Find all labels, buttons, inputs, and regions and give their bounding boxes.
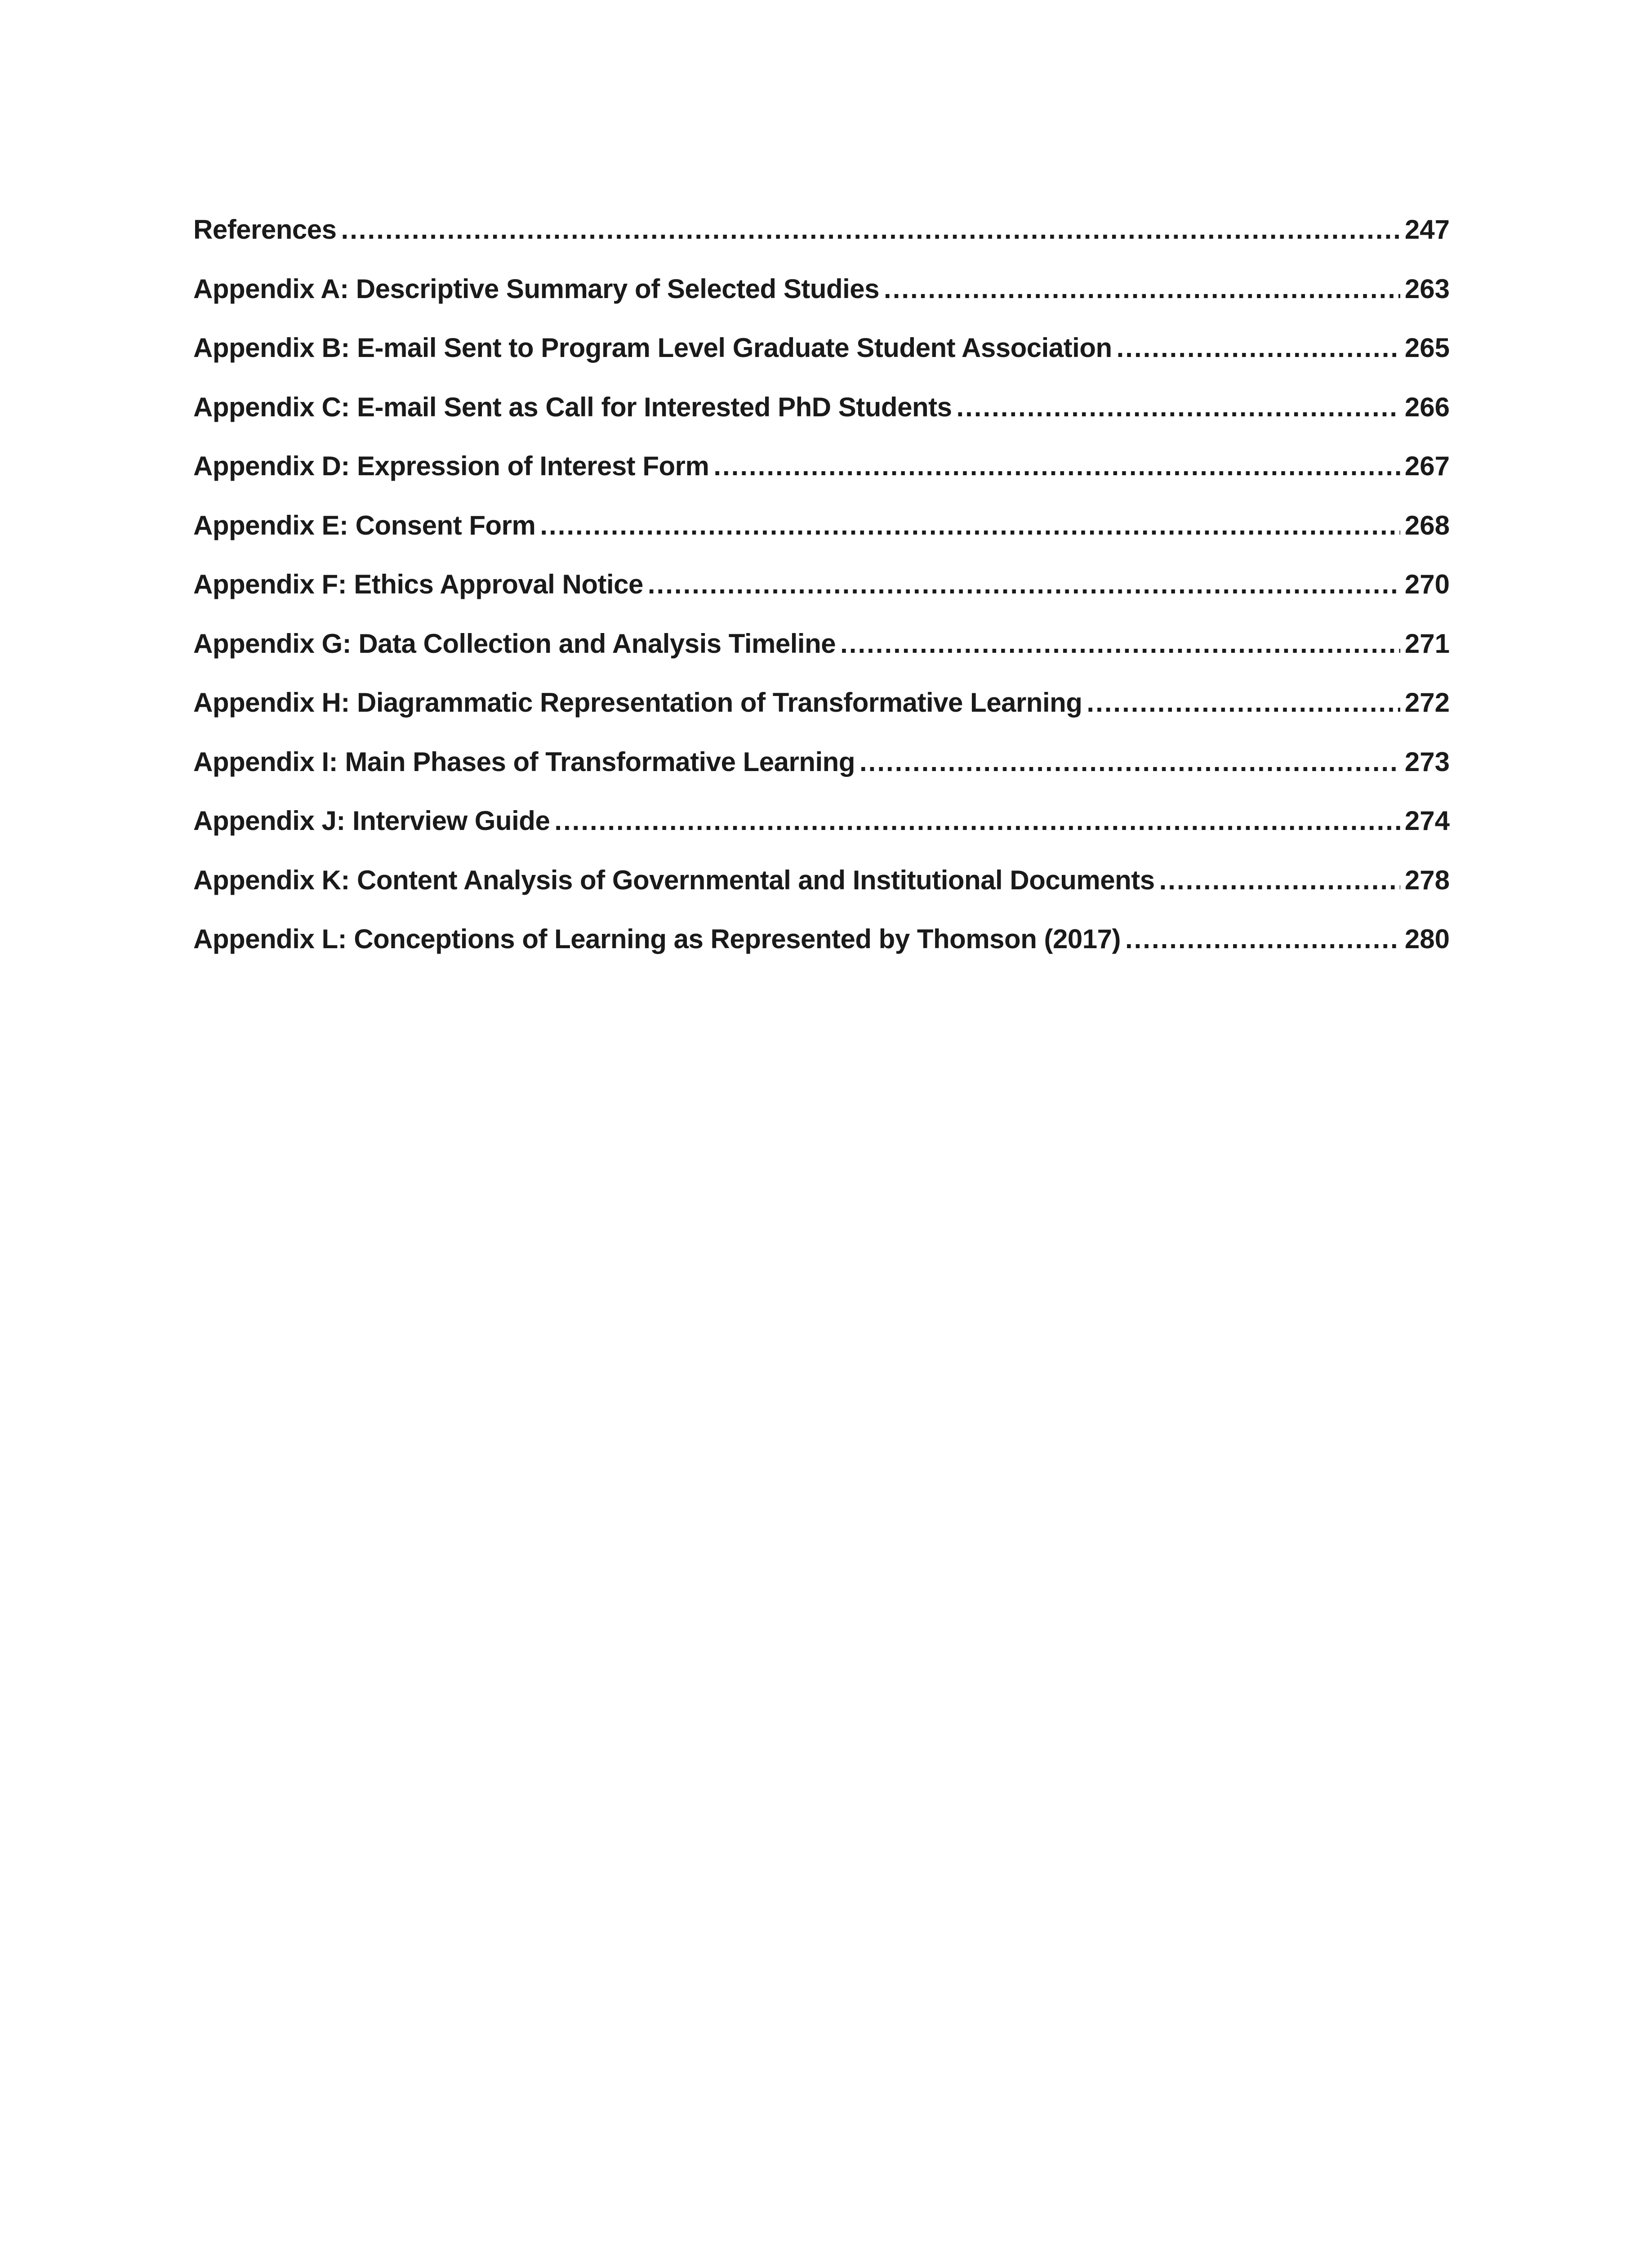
toc-entry-references[interactable] (193, 200, 1450, 259)
toc-dot-leader (1086, 673, 1400, 732)
toc-entry-page-number: 273 (1404, 746, 1450, 777)
toc-entry-appendix-e[interactable] (193, 496, 1450, 555)
toc-entry-title: Appendix C: E-mail Sent as Call for Interested PhD Students (193, 392, 952, 422)
toc-dot-leader (1117, 318, 1400, 378)
toc-dot-leader (1159, 851, 1400, 910)
toc-entry-appendix-f[interactable] (193, 555, 1450, 614)
toc-entry-page-number: 271 (1404, 628, 1450, 659)
toc-entry-title: Appendix G: Data Collection and Analysis Timeline (193, 628, 836, 659)
toc-entry-title: Appendix I: Main Phases of Transformative Learning (193, 746, 855, 777)
toc-dot-leader (1125, 910, 1400, 969)
toc-entry-page-number: 272 (1404, 687, 1450, 718)
toc-entry-appendix-a[interactable] (193, 259, 1450, 319)
toc-entry-appendix-g[interactable] (193, 614, 1450, 674)
toc-entry-page-number: 265 (1404, 333, 1450, 363)
toc-dot-leader (956, 378, 1400, 437)
toc-entry-title: Appendix E: Consent Form (193, 510, 536, 540)
toc-entry-page-number: 278 (1404, 865, 1450, 895)
toc-dot-leader (713, 437, 1400, 496)
toc-entry-title: References (193, 214, 337, 245)
toc-entry-title: Appendix H: Diagrammatic Representation of Transformative Learning (193, 687, 1082, 718)
toc-entry-page-number: 247 (1404, 214, 1450, 245)
table-of-contents (193, 200, 1450, 969)
toc-dot-leader (840, 614, 1400, 674)
toc-entry-title: Appendix F: Ethics Approval Notice (193, 569, 643, 599)
toc-entry-appendix-d[interactable] (193, 437, 1450, 496)
toc-dot-leader (648, 555, 1400, 614)
toc-entry-appendix-j[interactable] (193, 791, 1450, 851)
toc-dot-leader (884, 259, 1400, 319)
toc-entry-page-number: 268 (1404, 510, 1450, 540)
toc-dot-leader (554, 791, 1400, 851)
toc-entry-title: Appendix J: Interview Guide (193, 806, 550, 836)
toc-dot-leader (341, 200, 1400, 259)
toc-entry-title: Appendix D: Expression of Interest Form (193, 451, 709, 481)
toc-entry-title: Appendix L: Conceptions of Learning as Represented by Thomson (2017) (193, 924, 1121, 954)
toc-entry-page-number: 266 (1404, 392, 1450, 422)
toc-entry-appendix-k[interactable] (193, 851, 1450, 910)
toc-entry-title: Appendix K: Content Analysis of Governmental and Institutional Documents (193, 865, 1155, 895)
toc-entry-appendix-i[interactable] (193, 732, 1450, 792)
toc-entry-appendix-h[interactable] (193, 673, 1450, 732)
toc-entry-title: Appendix A: Descriptive Summary of Selected Studies (193, 273, 880, 304)
toc-entry-appendix-l[interactable] (193, 910, 1450, 969)
toc-entry-page-number: 270 (1404, 569, 1450, 599)
toc-entry-page-number: 263 (1404, 273, 1450, 304)
toc-entry-appendix-c[interactable] (193, 378, 1450, 437)
toc-entry-page-number: 280 (1404, 924, 1450, 954)
toc-entry-page-number: 274 (1404, 806, 1450, 836)
toc-entry-appendix-b[interactable] (193, 318, 1450, 378)
toc-entry-page-number: 267 (1404, 451, 1450, 481)
toc-dot-leader (540, 496, 1400, 555)
toc-dot-leader (859, 732, 1400, 792)
toc-entry-title: Appendix B: E-mail Sent to Program Level Graduate Student Association (193, 333, 1112, 363)
